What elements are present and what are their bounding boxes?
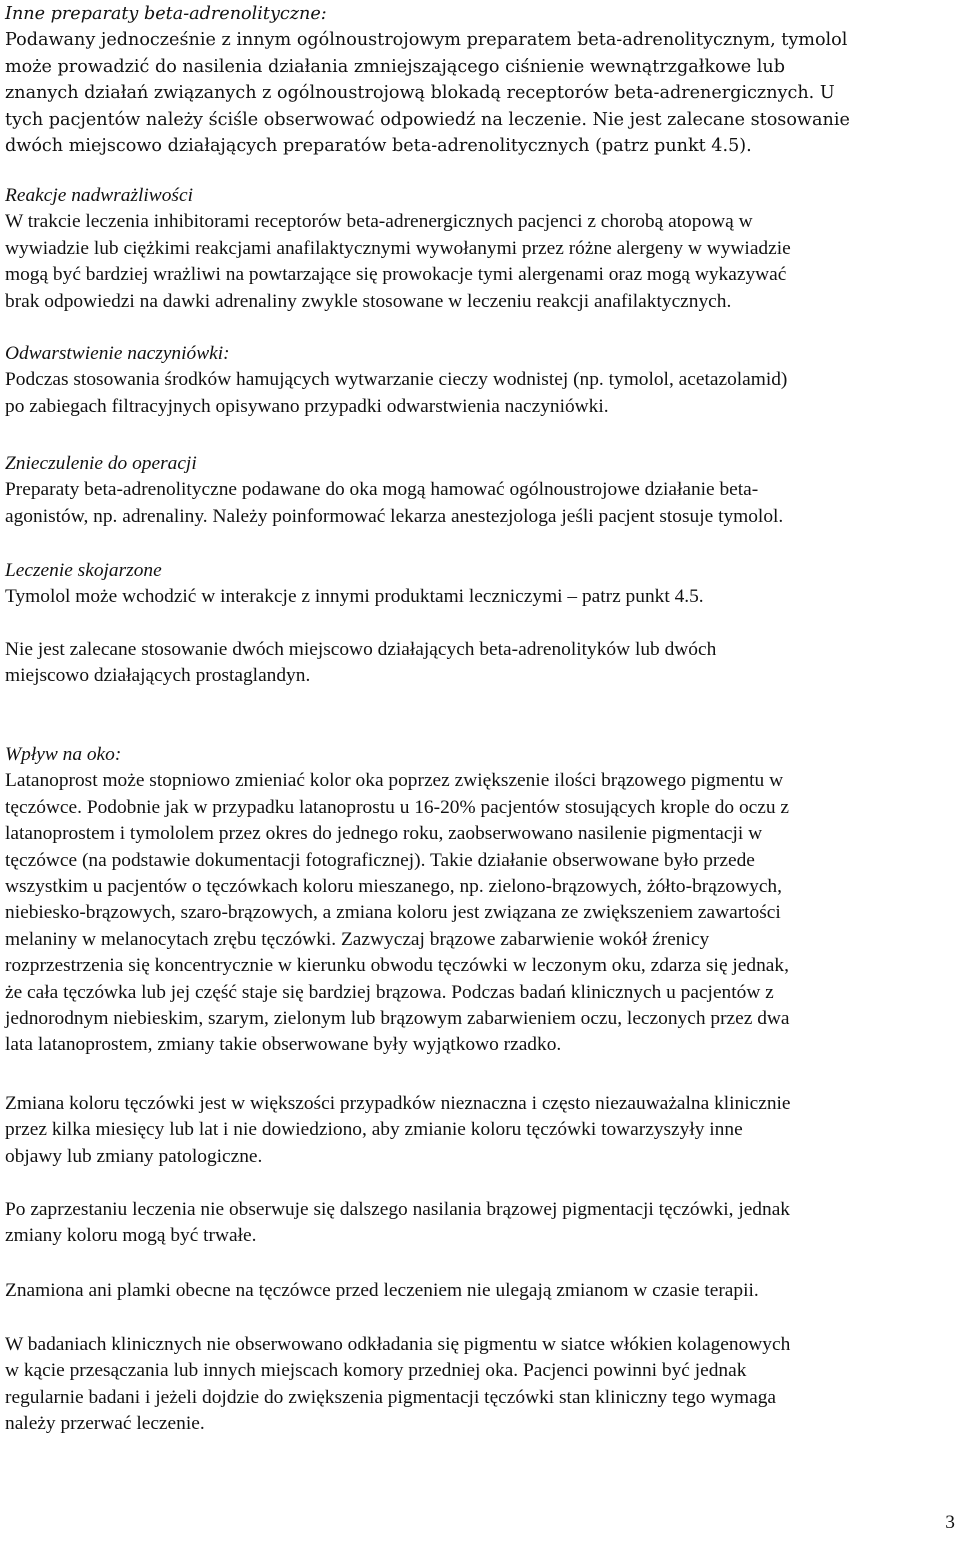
paragraph-line: tych pacjentów należy ściśle obserwować odpowiedź na leczenie. Nie jest zalecane stosowanie xyxy=(5,109,850,130)
paragraph-line: tęczówce (na podstawie dokumentacji fotograficznej). Takie działanie obserwowane było przede xyxy=(5,849,755,871)
paragraph-line: Nie jest zalecane stosowanie dwóch miejscowo działających beta-adrenolityków lub dwóch xyxy=(5,639,717,660)
paragraph-iris-color-change xyxy=(5,1091,955,1170)
paragraph-line: Preparaty beta-adrenolityczne podawane do oka mogą hamować ogólnoustrojowe działanie beta- xyxy=(5,479,759,501)
paragraph-line: znanych działań związanych z ogólnoustrojową blokadą receptorów beta-adrenergicznych. U xyxy=(5,83,835,104)
section-choroidal-detachment xyxy=(5,341,955,420)
section-heading: Leczenie skojarzone xyxy=(5,560,162,581)
paragraph-line: miejscowo działających prostaglandyn. xyxy=(5,665,311,687)
paragraph-line: wszystkim u pacjentów o tęczówkach koloru mieszanego, np. zielono-brązowych, żółto-brązowych, xyxy=(5,875,782,897)
section-other-beta-blockers xyxy=(5,1,955,159)
section-heading: Reakcje nadwrażliwości xyxy=(5,185,193,206)
paragraph-line: dwóch miejscowo działających preparatów beta-adrenolitycznych (patrz punkt 4.5). xyxy=(5,135,752,156)
paragraph-line: po zabiegach filtracyjnych opisywano przypadki odwarstwienia naczyniówki. xyxy=(5,395,609,417)
section-heading: Inne preparaty beta-adrenolityczne: xyxy=(5,4,327,24)
section-combined-treatment xyxy=(5,558,955,611)
paragraph-nevi-freckles xyxy=(5,1278,955,1304)
paragraph-combined-treatment-note xyxy=(5,637,955,690)
paragraph-line: niebiesko-brązowych, szaro-brązowych, a zmiana koloru jest związana ze zwiększeniem zawartości xyxy=(5,902,781,924)
paragraph-clinical-studies xyxy=(5,1332,955,1438)
section-heading: Znieczulenie do operacji xyxy=(5,453,197,474)
paragraph-line: lata latanoprostem, zmiany takie obserwowane były wyjątkowo rzadko. xyxy=(5,1034,562,1056)
paragraph-line: regularnie badani i jeżeli dojdzie do zwiększenia pigmentacji tęczówki stan kliniczny tego wymaga xyxy=(5,1386,777,1408)
paragraph-line: zmiany koloru mogą być trwałe. xyxy=(5,1225,257,1247)
paragraph-line: wywiadzie lub ciężkimi reakcjami anafilaktycznymi wywołanymi przez różne alergeny w wywiadzie xyxy=(5,237,791,259)
paragraph-line: że cała tęczówka lub jej część staje się bardziej brązowa. Podczas badań klinicznych u pacjentów z xyxy=(5,981,774,1003)
section-hypersensitivity xyxy=(5,183,955,315)
paragraph-line: mogą być bardziej wrażliwi na powtarzające się prowokacje tymi alergenami oraz mogą wykazywać xyxy=(5,264,787,286)
paragraph-line: w kącie przesączania lub innych miejscach komory przedniej oka. Pacjenci powinni być jednak xyxy=(5,1360,747,1382)
paragraph-line: może prowadzić do nasilenia działania zmniejszającego ciśnienie wewnątrzgałkowe lub xyxy=(5,56,786,77)
section-effect-on-eye xyxy=(5,742,955,1059)
paragraph-line: Tymolol może wchodzić w interakcje z innymi produktami leczniczymi – patrz punkt 4.5. xyxy=(5,586,704,608)
paragraph-line: agonistów, np. adrenaliny. Należy poinformować lekarza anestezjologa jeśli pacjent stosuje tymolol. xyxy=(5,505,784,527)
paragraph-line: Po zaprzestaniu leczenia nie obserwuje się dalszego nasilania brązowej pigmentacji tęczówki, jednak xyxy=(5,1199,790,1220)
paragraph-line: objawy lub zmiany patologiczne. xyxy=(5,1145,263,1167)
paragraph-line: W badaniach klinicznych nie obserwowano odkładania się pigmentu w siatce włókien kolagenowych xyxy=(5,1334,791,1355)
paragraph-after-discontinuation xyxy=(5,1197,955,1250)
paragraph-line: Latanoprost może stopniowo zmieniać kolor oka poprzez zwiększenie ilości brązowego pigmentu w xyxy=(5,770,784,792)
paragraph-line: rozprzestrzenia się koncentrycznie w kierunku obwodu tęczówki w leczonym oku, zdarza się jednak, xyxy=(5,955,789,977)
paragraph-line: brak odpowiedzi na dawki adrenaliny zwykle stosowane w leczeniu reakcji anafilaktycznych. xyxy=(5,290,732,312)
paragraph-line: melaniny w melanocytach zrębu tęczówki. Zazwyczaj brązowe zabarwienie wokół źrenicy xyxy=(5,928,710,950)
section-surgical-anesthesia xyxy=(5,451,955,530)
paragraph-line: jednorodnym niebieskim, szarym, zielonym lub brązowym zabarwieniem oczu, leczonych przez dwa xyxy=(5,1007,790,1029)
section-heading: Odwarstwienie naczyniówki: xyxy=(5,343,230,364)
paragraph-line: latanoprostem i tymololem przez okres do jednego roku, zaobserwowano nasilenie pigmentacji w xyxy=(5,823,763,845)
paragraph-line: Zmiana koloru tęczówki jest w większości przypadków nieznaczna i często niezauważalna klinicznie xyxy=(5,1093,791,1114)
paragraph-line: należy przerwać leczenie. xyxy=(5,1413,205,1435)
paragraph-line: Znamiona ani plamki obecne na tęczówce przed leczeniem nie ulegają zmianom w czasie terapii. xyxy=(5,1280,759,1301)
paragraph-line: Podczas stosowania środków hamujących wytwarzanie cieczy wodnistej (np. tymolol, acetazolamid) xyxy=(5,369,788,391)
paragraph-line: przez kilka miesięcy lub lat i nie dowiedziono, aby zmianie koloru tęczówki towarzyszyły inne xyxy=(5,1119,743,1141)
paragraph-line: W trakcie leczenia inhibitorami receptorów beta-adrenergicznych pacjenci z chorobą atopową w xyxy=(5,211,753,233)
paragraph-line: Podawany jednocześnie z innym ogólnoustrojowym preparatem beta-adrenolitycznym, tymolol xyxy=(5,30,848,51)
section-heading: Wpływ na oko: xyxy=(5,744,122,765)
paragraph-line: tęczówce. Podobnie jak w przypadku latanoprostu u 16-20% pacjentów stosujących krople do oczu z xyxy=(5,796,790,818)
page-number: 3 xyxy=(945,1512,955,1533)
